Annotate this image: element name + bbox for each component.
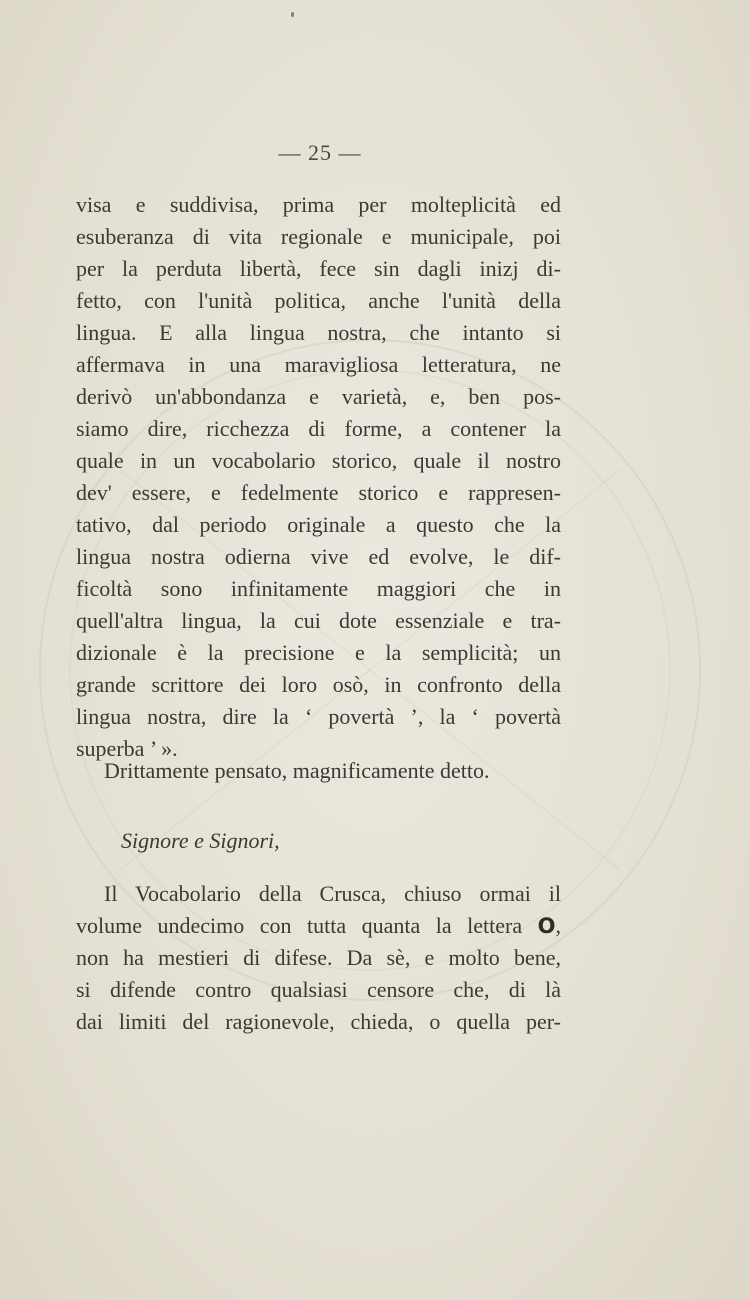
text-line: affermava in una maravigliosa letteratura, ne <box>76 352 561 377</box>
paragraph-1 <box>76 189 561 765</box>
text-line: non ha mestieri di difese. Da sè, e molto bene, <box>76 945 561 970</box>
text-line: lingua nostra odierna vive ed evolve, le dif- <box>76 544 561 569</box>
text-fragment: , <box>555 913 561 938</box>
text-line: ficoltà sono infinitamente maggiori che in <box>76 576 561 601</box>
text-line: derivò un'abbondanza e varietà, e, ben pos- <box>76 384 561 409</box>
text-line: esuberanza di vita regionale e municipale, poi <box>76 224 561 249</box>
text-line: grande scrittore dei loro osò, in confronto della <box>76 672 561 697</box>
text-line: Drittamente pensato, magnificamente detto. <box>104 758 490 783</box>
text-line: tativo, dal periodo originale a questo che la <box>76 512 561 537</box>
text-line: siamo dire, ricchezza di forme, a contener la <box>76 416 561 441</box>
text-line: quale in un vocabolario storico, quale il nostro <box>76 448 561 473</box>
text-line: dizionale è la precisione e la semplicità; un <box>76 640 561 665</box>
text-line: Il Vocabolario della Crusca, chiuso ormai il <box>104 881 561 906</box>
ink-mark <box>291 12 294 17</box>
text-line: si difende contro qualsiasi censore che, di là <box>76 977 561 1002</box>
text-line: lingua. E alla lingua nostra, che intanto si <box>76 320 561 345</box>
paragraph-3 <box>76 878 561 1038</box>
text-line: superba ’ ». <box>76 736 178 761</box>
text-line: dai limiti del ragionevole, chieda, o quella per- <box>76 1009 561 1034</box>
bold-letter: O <box>537 914 556 938</box>
text-line: dev' essere, e fedelmente storico e rappresen- <box>76 480 561 505</box>
text-line: fetto, con l'unità politica, anche l'unità della <box>76 288 561 313</box>
paragraph-2 <box>76 755 561 787</box>
text-line: lingua nostra, dire la ‘ povertà ’, la ‘ povertà <box>76 704 561 729</box>
text-line: per la perduta libertà, fece sin dagli inizj di- <box>76 256 561 281</box>
page-number: — 25 — <box>278 140 362 165</box>
salutation: Signore e Signori, <box>121 828 280 853</box>
text-line <box>76 910 561 942</box>
text-fragment: volume undecimo con tutta quanta la lettera <box>76 913 538 938</box>
text-line: quell'altra lingua, la cui dote essenziale e tra- <box>76 608 561 633</box>
text-line: visa e suddivisa, prima per molteplicità ed <box>76 192 561 217</box>
